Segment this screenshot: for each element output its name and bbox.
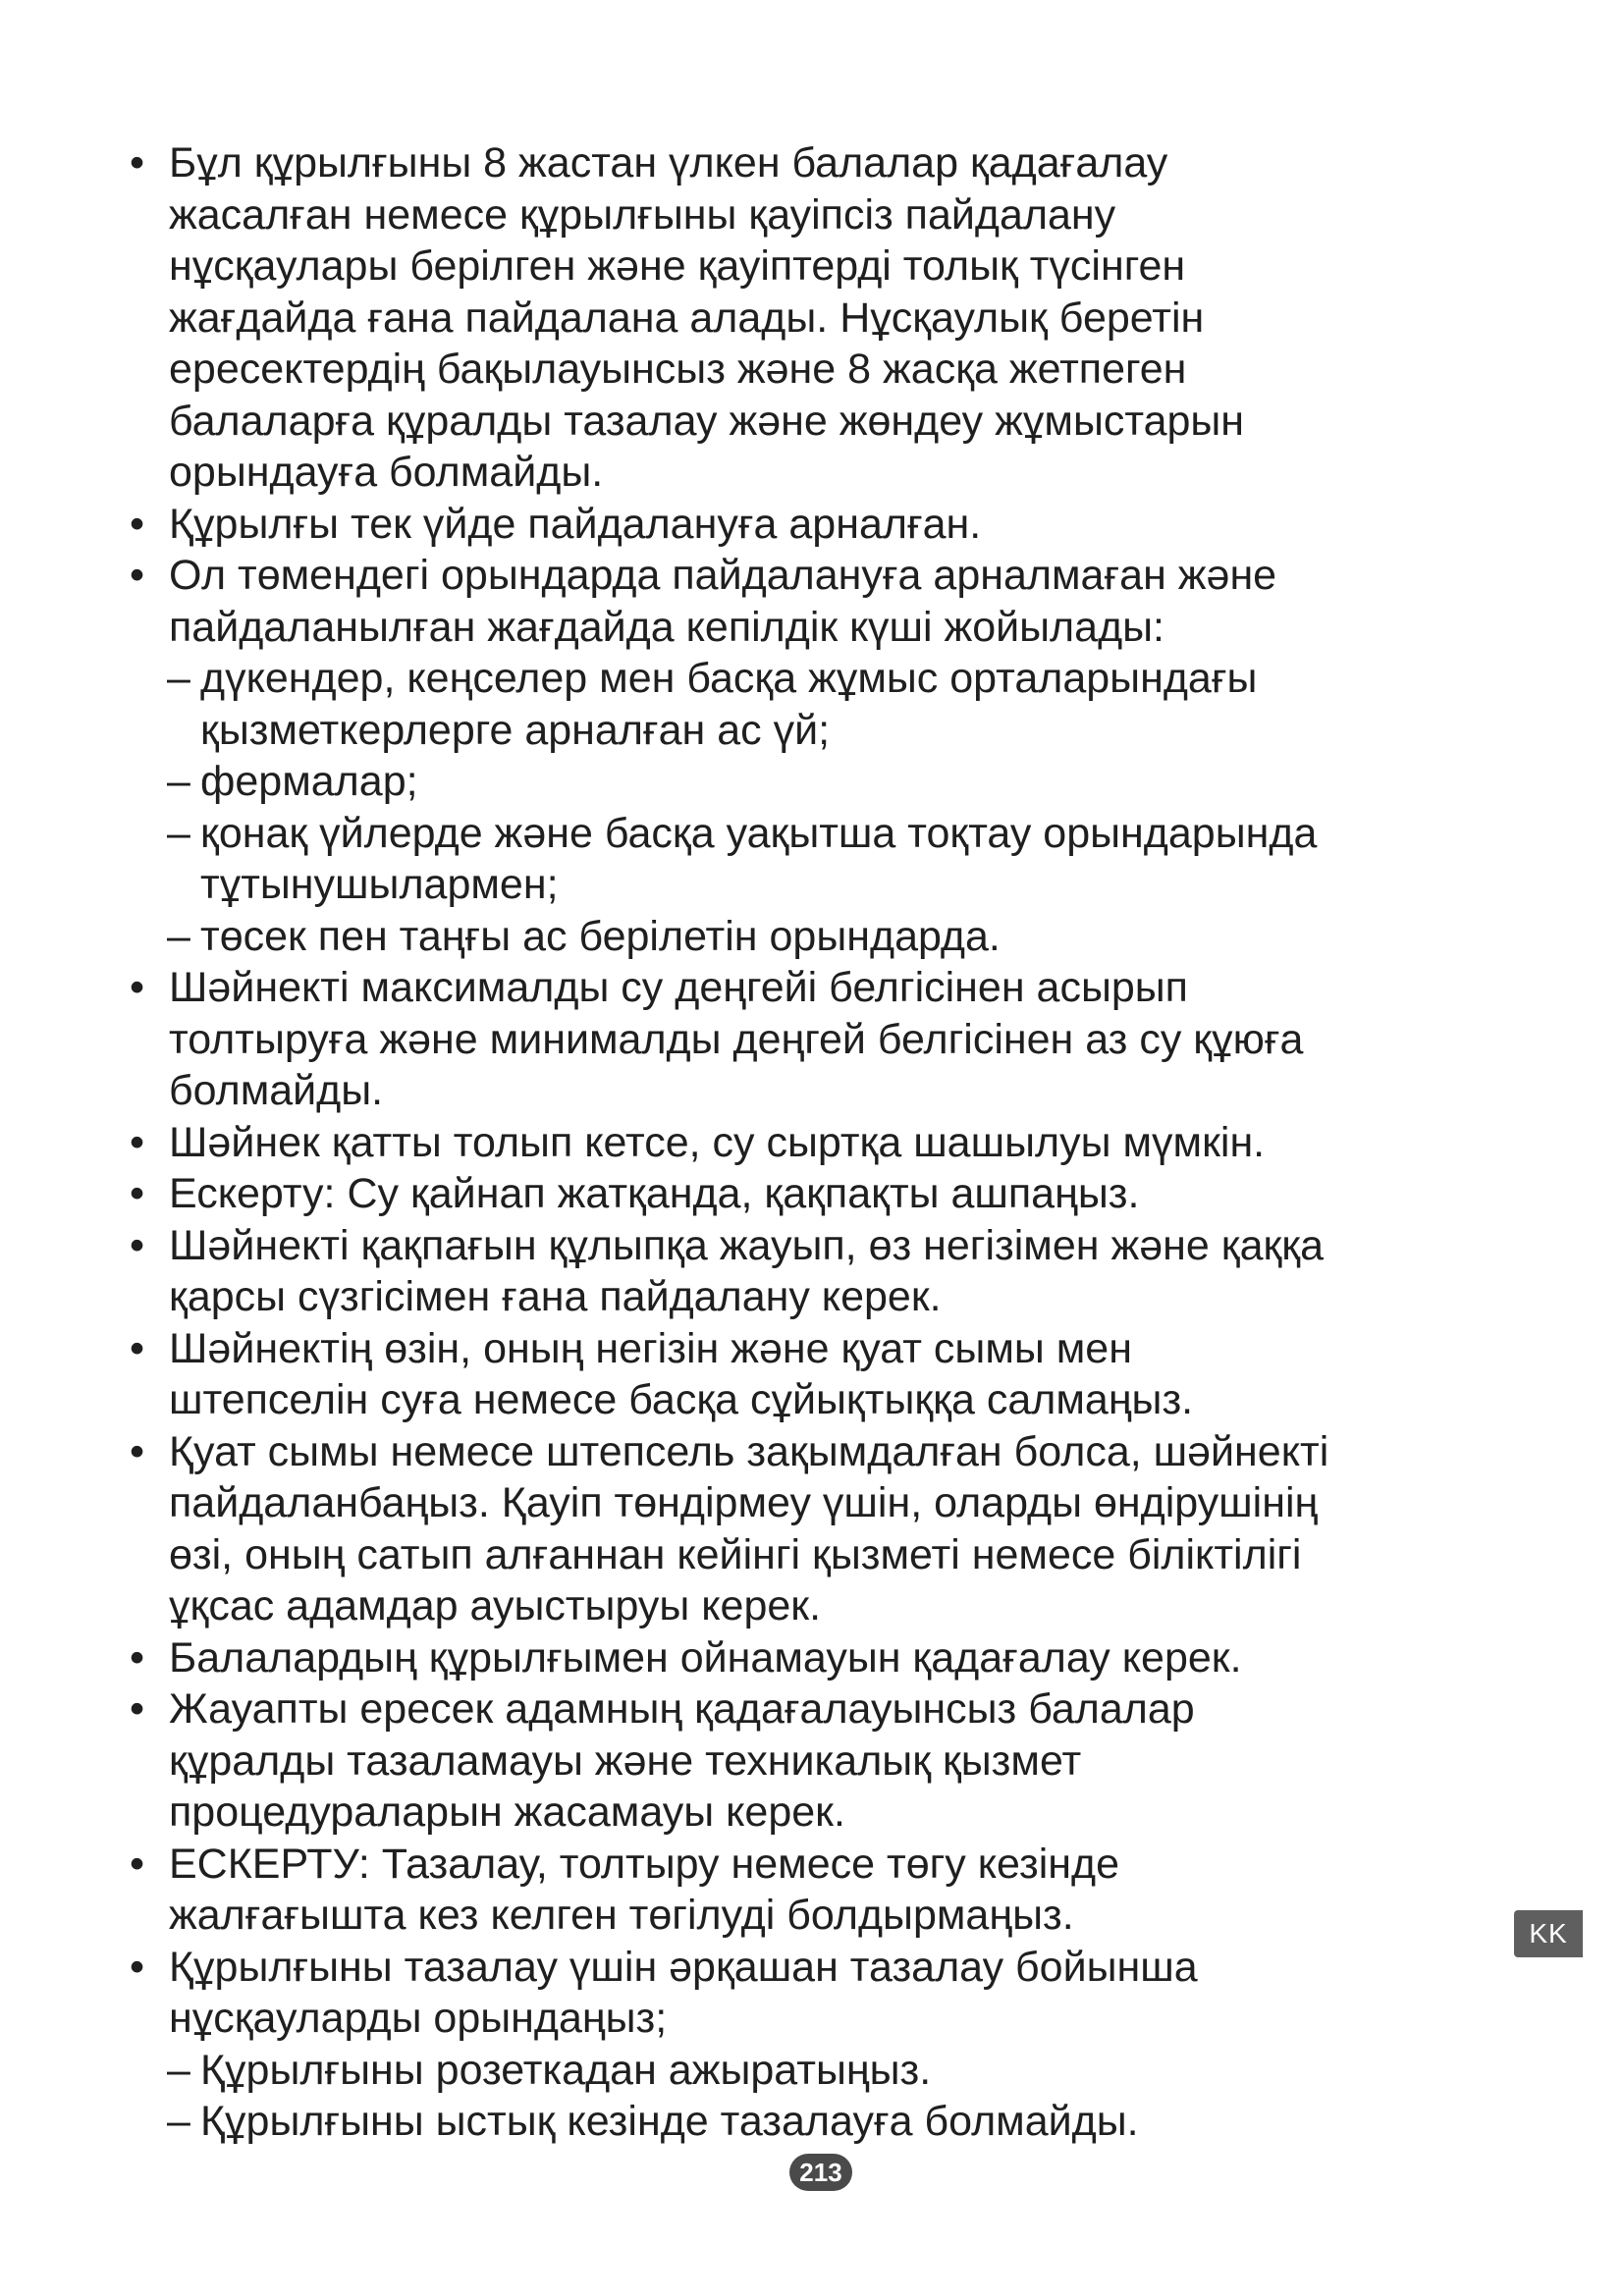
- text-line: қарсы сүзгісімен ғана пайдалану керек.: [169, 1273, 942, 1320]
- bullet-item: [128, 1839, 1502, 1942]
- text-line: құралды тазаламауы және техникалық қызмет: [169, 1736, 1082, 1785]
- bullet-item: [128, 962, 1502, 1117]
- text-line: • Балалардың құрылғымен ойнамауын қадағалау керек.: [169, 1633, 1242, 1682]
- text-line: ересектердің бақылауынсыз және 8 жасқа жетпеген: [169, 346, 1187, 393]
- text-line: өзі, оның сатып алғаннан кейінгі қызметі немесе біліктілігі: [169, 1530, 1302, 1578]
- text-line: толтыруға және минималды деңгей белгісінен аз су құюға: [169, 1015, 1304, 1063]
- text-line: – дүкендер, кеңселер мен басқа жұмыс орталарындағы: [200, 655, 1258, 702]
- page-number: 213: [789, 2154, 852, 2191]
- bullet-item: [128, 1323, 1502, 1426]
- text-line: ұқсас адамдар ауыстыруы керек.: [169, 1582, 822, 1629]
- text-line: нұсқауларды орындаңыз;: [169, 1995, 668, 2042]
- text-line: тұтынушылармен;: [200, 861, 559, 908]
- text-line: – Құрылғыны ыстық кезінде тазалауға болмайды.: [200, 2098, 1139, 2145]
- text-line: • Құрылғы тек үйде пайдалануға арналған.: [169, 500, 982, 548]
- dash-subitem: [128, 808, 1502, 911]
- dash-subitem: [128, 911, 1502, 963]
- text-line: орындауға болмайды.: [169, 449, 604, 496]
- text-line: қызметкерлерге арналған ас үй;: [200, 706, 831, 754]
- text-line: – қонақ үйлерде және басқа уақытша тоқтау орындарында: [200, 809, 1318, 857]
- text-line: • Шәйнектің өзін, оның негізін және қуат сымы мен: [169, 1324, 1132, 1372]
- text-line: • Шәйнек қатты толып кетсе, су сыртқа шашылуы мүмкін.: [169, 1118, 1266, 1166]
- bullet-item: [128, 550, 1502, 653]
- dash-subitem: [128, 2096, 1502, 2148]
- text-line: штепселін суға немесе басқа сұйықтыққа салмаңыз.: [169, 1376, 1194, 1423]
- text-line: • Құрылғыны тазалау үшін әрқашан тазалау бойынша: [169, 1943, 1198, 1991]
- text-line: балаларға құралды тазалау және жөндеу жұмыстарын: [169, 397, 1245, 445]
- bullet-item: [128, 1220, 1502, 1323]
- text-line: болмайды.: [169, 1067, 384, 1114]
- text-line: жасалған немесе құрылғыны қауіпсіз пайдалану: [169, 190, 1116, 239]
- dash-subitem: [128, 653, 1502, 756]
- text-line: – Құрылғыны розеткадан ажыратыңыз.: [200, 2046, 932, 2094]
- text-line: пайдаланылған жағдайда кепілдік күші жойылады:: [169, 603, 1165, 651]
- dash-subitem: [128, 756, 1502, 808]
- text-line: • Шәйнекті максималды су деңгейі белгісінен асырып: [169, 964, 1188, 1011]
- text-line: жағдайда ғана пайдалана алады. Нұсқаулық беретін: [169, 294, 1205, 342]
- dash-subitem: [128, 2045, 1502, 2097]
- bullet-item: [128, 1117, 1502, 1169]
- bullet-item: [128, 1942, 1502, 2045]
- text-line: • Қуат сымы немесе штепсель зақымдалған болса, шәйнекті: [169, 1427, 1329, 1475]
- bullet-item: [128, 1632, 1502, 1684]
- instruction-list: [128, 137, 1502, 2148]
- text-line: пайдаланбаңыз. Қауіп төндірмеу үшін, оларды өндірушінің: [169, 1479, 1319, 1526]
- bullet-item: [128, 1168, 1502, 1220]
- bullet-item: [128, 1426, 1502, 1632]
- bullet-item: [128, 499, 1502, 551]
- text-line: • Шәйнекті қақпағын құлыпқа жауып, өз негізімен және қаққа: [169, 1221, 1325, 1269]
- text-line: нұсқаулары берілген және қауіптерді толық түсінген: [169, 242, 1186, 290]
- text-line: процедураларын жасамауы керек.: [169, 1789, 845, 1836]
- language-tab: KK: [1514, 1910, 1583, 1957]
- text-line: • Ол төмендегі орындарда пайдалануға арналмаған және: [169, 552, 1277, 599]
- text-line: – төсек пен таңғы ас берілетін орындарда.: [200, 912, 1001, 960]
- text-line: • ЕСКЕРТУ: Тазалау, толтыру немесе төгу кезінде: [169, 1840, 1120, 1888]
- bullet-item: [128, 1683, 1502, 1839]
- text-line: жалғағышта кез келген төгілуді болдырмаңыз.: [169, 1892, 1074, 1939]
- text-line: • Ескерту: Су қайнап жатқанда, қақпақты ашпаңыз.: [169, 1170, 1140, 1217]
- text-line: • Жауапты ересек адамның қадағалауынсыз балалар: [169, 1685, 1195, 1733]
- text-line: – фермалар;: [200, 758, 418, 805]
- bullet-item: [128, 137, 1502, 499]
- text-line: • Бұл құрылғыны 8 жастан үлкен балалар қадағалау: [169, 139, 1168, 187]
